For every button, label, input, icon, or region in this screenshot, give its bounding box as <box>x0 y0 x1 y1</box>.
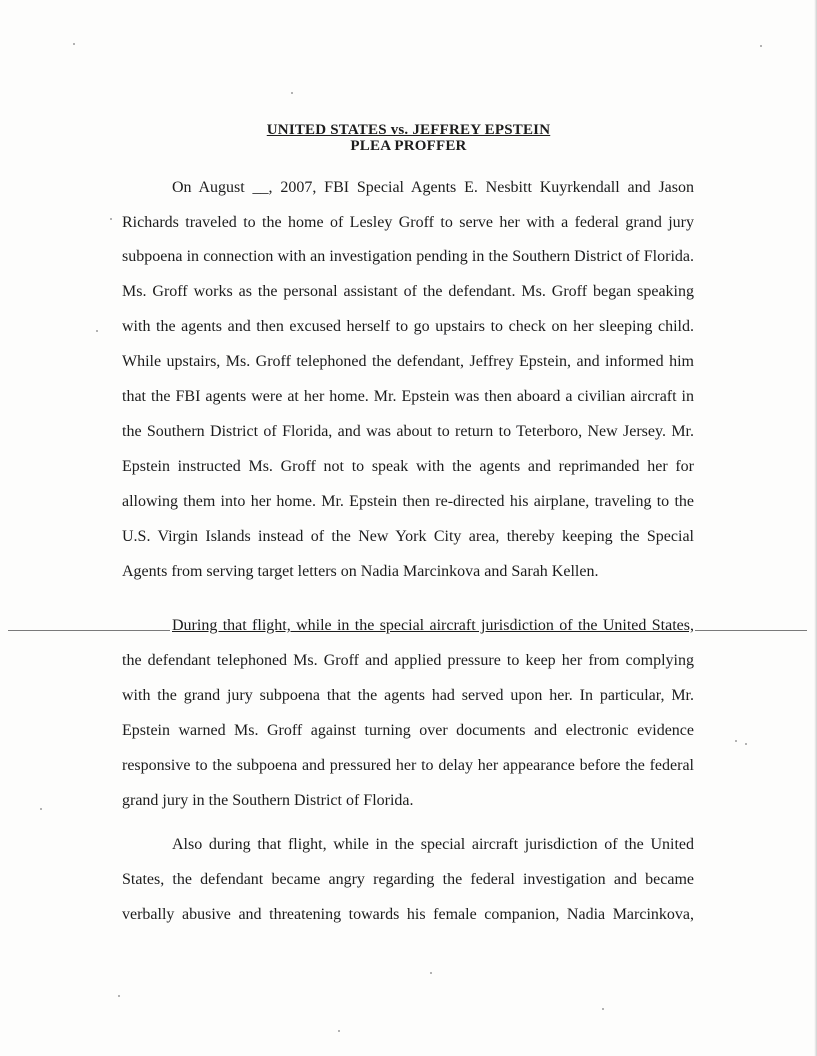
scan-speck <box>96 330 98 332</box>
paragraph-1-line-6: While upstairs, Ms. Groff telephoned the defendant, Jeffrey Epstein, and informed him <box>122 353 694 370</box>
document-title: UNITED STATES vs. JEFFREY EPSTEIN <box>266 122 551 138</box>
scan-rule-left <box>8 630 170 631</box>
paragraph-2-line-5: responsive to the subpoena and pressured her to delay her appearance before the federal <box>122 757 694 774</box>
paragraph-2-line-1: During that flight, while in the special aircraft jurisdiction of the United States, <box>172 617 694 634</box>
scan-speck <box>745 743 747 745</box>
paragraph-3-line-3: verbally abusive and threatening towards his female companion, Nadia Marcinkova, <box>122 906 694 923</box>
paragraph-3-line-2: States, the defendant became angry regarding the federal investigation and became <box>122 871 694 888</box>
scan-rule-right <box>695 630 807 631</box>
document-subtitle: PLEA PROFFER <box>350 138 467 154</box>
paragraph-1-line-7: that the FBI agents were at her home. Mr. Epstein was then aboard a civilian aircraft in <box>122 388 694 405</box>
scan-speck <box>291 92 293 94</box>
paragraph-1-line-12: Agents from serving target letters on Nadia Marcinkova and Sarah Kellen. <box>122 563 599 580</box>
paragraph-1-line-11: U.S. Virgin Islands instead of the New York City area, thereby keeping the Special <box>122 528 694 545</box>
paragraph-1-line-8: the Southern District of Florida, and was about to return to Teterboro, New Jersey. Mr. <box>122 423 694 440</box>
paragraph-1-line-1: On August __, 2007, FBI Special Agents E. Nesbitt Kuyrkendall and Jason <box>172 179 694 196</box>
scan-speck <box>40 808 42 810</box>
paragraph-3-line-1: Also during that flight, while in the special aircraft jurisdiction of the United <box>172 836 694 853</box>
paragraph-2-line-4: Epstein warned Ms. Groff against turning over documents and electronic evidence <box>122 722 694 739</box>
paragraph-1-line-10: allowing them into her home. Mr. Epstein then re-directed his airplane, traveling to the <box>122 493 694 510</box>
paragraph-2-line-2: the defendant telephoned Ms. Groff and applied pressure to keep her from complying <box>122 652 694 669</box>
paragraph-1-line-3: subpoena in connection with an investigation pending in the Southern District of Florida. <box>122 248 694 265</box>
scan-speck <box>735 740 737 742</box>
paragraph-1-line-2: Richards traveled to the home of Lesley Groff to serve her with a federal grand jury <box>122 214 694 231</box>
scan-speck <box>110 218 112 220</box>
paragraph-1-line-5: with the agents and then excused herself to go upstairs to check on her sleeping child. <box>122 318 694 335</box>
scan-speck <box>602 1008 604 1010</box>
scan-speck <box>338 1030 340 1032</box>
paragraph-2-line-6: grand jury in the Southern District of Florida. <box>122 792 414 809</box>
scan-speck <box>430 972 432 974</box>
paragraph-2-line-3: with the grand jury subpoena that the agents had served upon her. In particular, Mr. <box>122 687 694 704</box>
paragraph-1-line-4: Ms. Groff works as the personal assistant of the defendant. Ms. Groff began speaking <box>122 283 694 300</box>
scan-speck <box>760 45 762 47</box>
scan-speck <box>73 43 75 45</box>
scan-speck <box>118 995 120 997</box>
paragraph-1-line-9: Epstein instructed Ms. Groff not to speak with the agents and reprimanded her for <box>122 458 694 475</box>
